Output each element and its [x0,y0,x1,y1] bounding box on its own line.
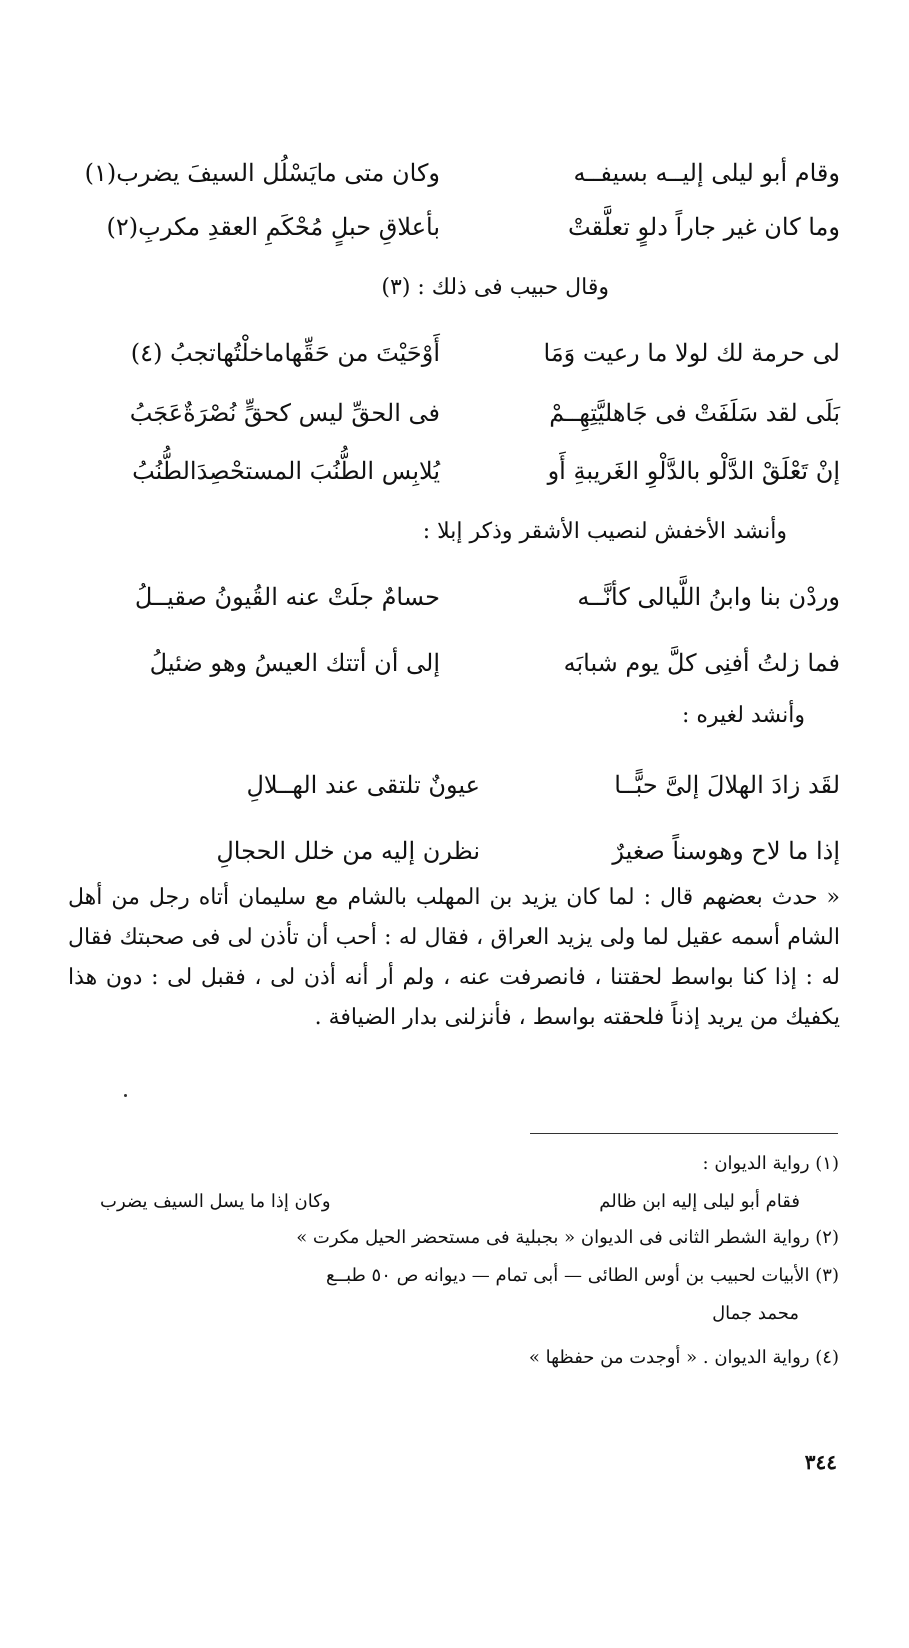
verse-first-hemistich: لى حرمة لك لولا ما رعيت وَمَا [543,339,840,367]
intro-habib: وقال حبيب فى ذلك : (٣) [381,275,609,300]
verse-second-hemistich: وكان متى مايَسْلُل السيفَ يضرب(١) [84,159,440,187]
verse-first-hemistich: وما كان غير جاراً دلوٍ تعلَّقتْ [567,213,840,241]
page-number: ٣٤٤ [804,1450,837,1474]
intro-akhfash: وأنشد الأخفش لنصيب الأشقر وذكر إبلا : [422,519,787,544]
verse-line [150,834,840,868]
footnote-4: (٤) رواية الديوان . « أوجدت من حفظها » [528,1347,839,1368]
footnote-1-verse-first: فقام أبو ليلى إليه ابن ظالم [599,1191,800,1212]
verse-line [70,646,840,680]
verse-second-hemistich: حسامٌ جلَتْ عنه القُيونُ صقيــلُ [134,583,440,611]
footnote-1-verse-second: وكان إذا ما يسل السيف يضرب [100,1191,331,1212]
verse-first-hemistich: لقَد زادَ الهلالَ إلىَّ حبًّــا [614,771,840,799]
prose-text: « حدث بعضهم قال : لما كان يزيد بن المهلب بالشام مع سليمان أتاه رجل من أهل الشام أسمه عقيل لما ولى يزيد العراق ، فقال له : أحب أن تأذن لى فى صحبتك فقال له : إذا كنا بواسط لحقتنا ، فانصرفت عنه ، ولم أر أنه أذن لى ، فقبل لى : دون هذا يكفيك من يريد إذناً فلحقته بواسط ، فأنزلنى بدار الضيافة . [68,885,840,1030]
footnote-3-line-2: محمد جمال [712,1303,799,1324]
verse-second-hemistich: نظرن إليه من خلل الحجالِ [216,837,480,865]
verse-second-hemistich: أَوْحَيْتَ من حَقِّهاماخلْتُهاتجبُ (٤) [130,339,440,367]
footnote-separator [530,1133,838,1134]
verse-first-hemistich: فما زلتُ أفنِى كلَّ يوم شبابَه [563,649,840,677]
verse-line [70,210,840,244]
verse-second-hemistich: يُلابِس الطُّنُبَ المستحْصِدَالطُّنُبُ [132,457,440,485]
verse-first-hemistich: وردْن بنا وابنُ اللَّيالى كأنَّــه [577,583,840,611]
verse-line [70,454,840,488]
footnote-3-line-1: (٣) الأبيات لحبيب بن أوس الطائى — أبى تمام — ديوانه ص ٥٠ طبــع [325,1265,839,1286]
verse-first-hemistich: إنْ تَعْلَقْ الدَّلْو بالدَّلْوِ الغَريبةِ أَو [547,457,840,485]
verse-first-hemistich: بَلَى لقد سَلَفَتْ فى جَاهليَّتِهِــمْ [549,399,840,427]
stray-dot [124,1094,127,1097]
verse-second-hemistich: إلى أن أتتك العيسُ وهو ضئيلُ [149,649,440,677]
verse-second-hemistich: فى الحقِّ ليس كحقٍّ نُصْرَةٌعَجَبُ [129,399,440,427]
verse-second-hemistich: عيونٌ تلتقى عند الهــلالِ [246,771,480,799]
verse-first-hemistich: وقام أبو ليلى إليــه بسيفــه [573,159,840,187]
verse-second-hemistich: بأعلاقِ حبلٍ مُحْكَمِ العقدِ مكربِ(٢) [106,213,440,241]
verse-line [70,336,840,370]
prose-paragraph [68,878,840,1038]
verse-first-hemistich: إذا ما لاح وهوسناً صغيرٌ [612,837,840,865]
footnote-2: (٢) رواية الشطر الثانى فى الديوان « بجبلية فى مستحضر الحيل مكرت » [296,1227,839,1248]
footnote-1-title: (١) رواية الديوان : [702,1153,839,1174]
verse-line [70,396,840,430]
intro-other: وأنشد لغيره : [681,703,805,728]
verse-line [70,156,840,190]
verse-line [70,580,840,614]
footnote-1-verse [100,1188,800,1216]
verse-line [150,768,840,802]
